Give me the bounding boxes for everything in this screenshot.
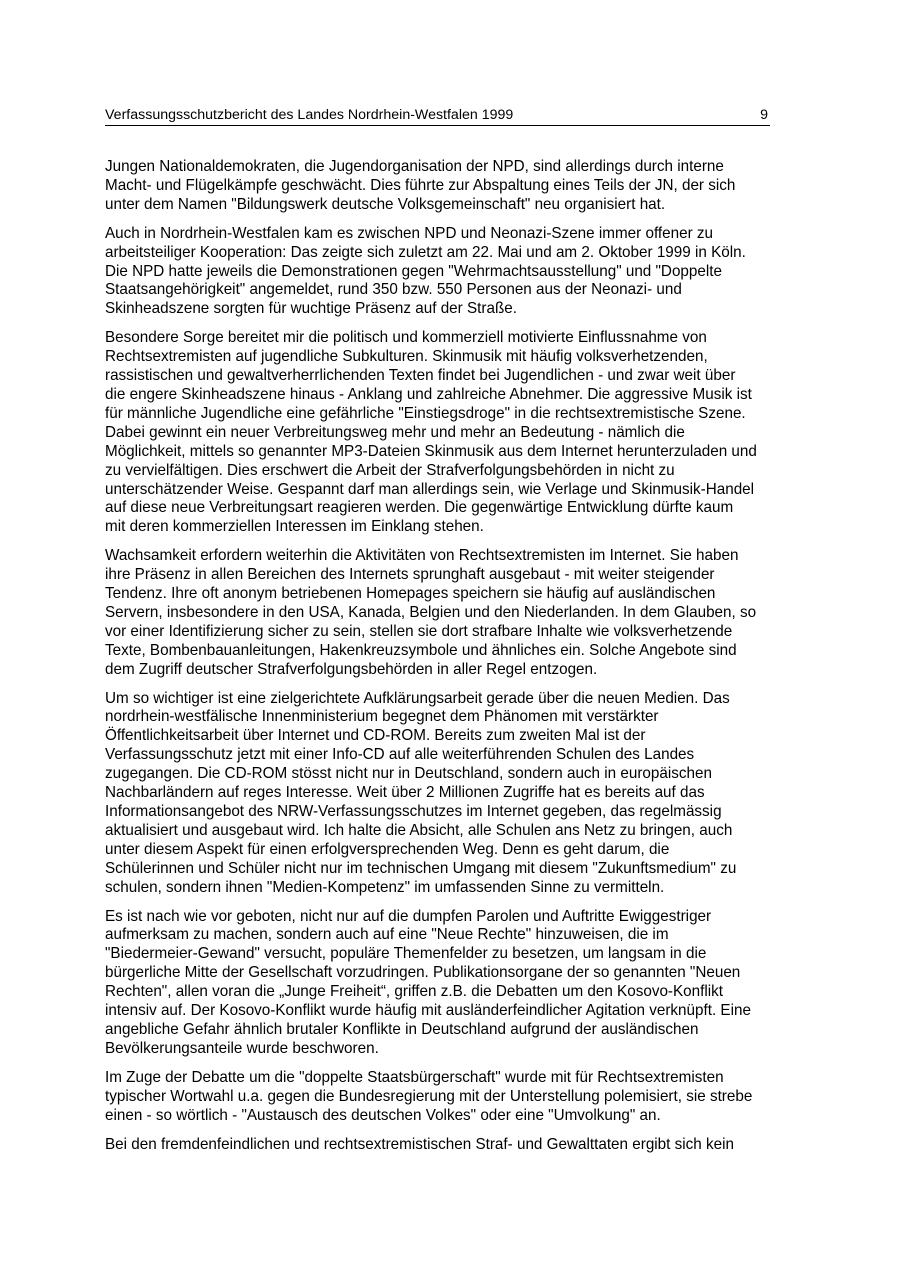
text-line: typischer Wortwahl u.a. gegen die Bundesregierung mit der Unterstellung polemisiert, sie strebe xyxy=(105,1087,753,1105)
text-line: nordrhein-westfälische Innenministerium begegnet dem Phänomen mit verstärkter xyxy=(105,708,659,726)
document-body xyxy=(105,158,805,1164)
text-line: die engere Skinheadszene hinaus - Anklang und zahlreiche Abnehmer. Die aggressive Musik ist xyxy=(105,385,752,403)
text-line: Jungen Nationaldemokraten, die Jugendorganisation der NPD, sind allerdings durch interne xyxy=(105,158,724,175)
text-line: Bei den fremdenfeindlichen und rechtsextremistischen Straf- und Gewalttaten ergibt sich kein xyxy=(105,1135,734,1153)
text-line: Texte, Bombenbauanleitungen, Hakenkreuzsymbole und ähnliches ein. Solche Angebote sind xyxy=(105,641,737,659)
paragraph xyxy=(105,1136,805,1155)
text-line: Dabei gewinnt ein neuer Verbreitungsweg mehr und mehr an Bedeutung - nämlich die xyxy=(105,423,685,441)
text-line: Servern, insbesondere in den USA, Kanada, Belgien und den Niederlanden. In dem Glauben, so xyxy=(105,603,757,621)
text-line: schulen, sondern ihnen "Medien-Kompetenz" im umfassenden Sinne zu vermitteln. xyxy=(105,878,665,896)
text-line: Im Zuge der Debatte um die "doppelte Staatsbürgerschaft" wurde mit für Rechtsextremisten xyxy=(105,1068,724,1086)
text-line: Bevölkerungsanteile wurde beschworen. xyxy=(105,1039,379,1057)
text-line: Schülerinnen und Schüler nicht nur im technischen Umgang mit diesem "Zukunftsmedium" zu xyxy=(105,859,737,877)
text-line: Es ist nach wie vor geboten, nicht nur auf die dumpfen Parolen und Auftritte Ewiggestriger xyxy=(105,907,712,925)
text-line: Um so wichtiger ist eine zielgerichtete Aufklärungsarbeit gerade über die neuen Medien. Das xyxy=(105,689,730,707)
text-line: zu vervielfältigen. Dies erschwert die Arbeit der Strafverfolgungsbehörden in nicht zu xyxy=(105,461,675,479)
text-line: aktualisiert und ausgebaut wird. Ich halte die Absicht, alle Schulen ans Netz zu bringen, auch xyxy=(105,821,733,839)
text-line: Verfassungsschutz jetzt mit einer Info-CD auf alle weiterführenden Schulen des Landes xyxy=(105,746,695,764)
paragraph xyxy=(105,329,805,537)
text-line: Informationsangebot des NRW-Verfassungsschutzes im Internet gegeben, das regelmässig xyxy=(105,803,722,820)
text-line: mit deren kommerziellen Interessen im Einklang stehen. xyxy=(105,518,484,536)
page-number: 9 xyxy=(760,107,768,123)
text-line: vor einer Identifizierung sicher zu sein, stellen sie dort strafbare Inhalte wie volksverhetzende xyxy=(105,622,733,640)
text-line: intensiv auf. Der Kosovo-Konflikt wurde häufig mit ausländerfeindlicher Agitation verknüpft. Eine xyxy=(105,1002,751,1020)
paragraph xyxy=(105,225,805,320)
paragraph xyxy=(105,158,805,215)
text-line: Öffentlichkeitsarbeit über Internet und CD-ROM. Bereits zum zweiten Mal ist der xyxy=(105,727,646,745)
text-line: einen - so wörtlich - "Austausch des deutschen Volkes" oder eine "Umvolkung" an. xyxy=(105,1106,661,1124)
text-line: Die NPD hatte jeweils die Demonstrationen gegen "Wehrmachtsausstellung" und "Doppelte xyxy=(105,262,722,280)
text-line: für männliche Jugendliche eine gefährliche "Einstiegsdroge" in die rechtsextremistische Szene. xyxy=(105,404,746,422)
paragraph xyxy=(105,690,805,898)
text-line: zugegangen. Die CD-ROM stösst nicht nur in Deutschland, sondern auch in europäischen xyxy=(105,765,712,783)
text-line: Rechten", allen voran die „Junge Freiheit“, griffen z.B. die Debatten um den Kosovo-Konflikt xyxy=(105,983,724,1001)
text-line: Macht- und Flügelkämpfe geschwächt. Dies führte zur Abspaltung eines Teils der JN, der sich xyxy=(105,176,736,194)
text-line: auf diese neue Verbreitungsart reagieren werden. Die gegenwärtige Entwicklung dürfte kaum xyxy=(105,499,734,517)
paragraph xyxy=(105,1069,805,1126)
text-line: Nachbarländern auf reges Interesse. Weit über 2 Millionen Zugriffe hat es bereits auf das xyxy=(105,784,705,802)
header-title: Verfassungsschutzbericht des Landes Nordrhein-Westfalen 1999 xyxy=(105,107,514,123)
running-header xyxy=(105,106,770,126)
text-line: Skinheadszene sorgten für wuchtige Präsenz auf der Straße. xyxy=(105,300,517,318)
text-line: rassistischen und gewaltverherrlichenden Texten findet bei Jugendlichen - und zwar weit über xyxy=(105,367,736,385)
text-line: bürgerliche Mitte der Gesellschaft vorzudringen. Publikationsorgane der so genannten "Neuen xyxy=(105,964,741,982)
text-line: Rechtsextremisten auf jugendliche Subkulturen. Skinmusik mit häufig volksverhetzenden, xyxy=(105,348,708,366)
text-line: ihre Präsenz in allen Bereichen des Internets sprunghaft ausgebaut - mit weiter steigender xyxy=(105,566,715,584)
text-line: Staatsangehörigkeit" angemeldet, rund 350 bzw. 550 Personen aus der Neonazi- und xyxy=(105,281,682,299)
text-line: Wachsamkeit erfordern weiterhin die Aktivitäten von Rechtsextremisten im Internet. Sie haben xyxy=(105,547,739,565)
text-line: Möglichkeit, mittels so genannter MP3-Dateien Skinmusik aus dem Internet herunterzuladen und xyxy=(105,442,757,460)
text-line: unter diesem Aspekt für einen erfolgversprechenden Weg. Denn es geht darum, die xyxy=(105,840,670,858)
text-line: Besondere Sorge bereitet mir die politisch und kommerziell motivierte Einflussnahme von xyxy=(105,329,707,347)
text-line: Auch in Nordrhein-Westfalen kam es zwischen NPD und Neonazi-Szene immer offener zu xyxy=(105,224,714,242)
text-line: aufmerksam zu machen, sondern auch auf eine "Neue Rechte" hinzuweisen, die im xyxy=(105,926,669,944)
paragraph xyxy=(105,908,805,1059)
text-line: unter dem Namen "Bildungswerk deutsche Volksgemeinschaft" neu organisiert hat. xyxy=(105,195,666,213)
text-line: Tendenz. Ihre oft anonym betriebenen Homepages speichern sie häufig auf ausländischen xyxy=(105,585,716,603)
text-line: unterschätzender Weise. Gespannt darf man allerdings sein, wie Verlage und Skinmusik-Handel xyxy=(105,480,755,498)
paragraph xyxy=(105,547,805,679)
text-line: "Biedermeier-Gewand" versucht, populäre Themenfelder zu besetzen, um langsam in die xyxy=(105,945,707,963)
text-line: angebliche Gefahr ähnlich brutaler Konflikte in Deutschland aufgrund der ausländischen xyxy=(105,1020,699,1038)
text-line: dem Zugriff deutscher Strafverfolgungsbehörden in aller Regel entzogen. xyxy=(105,660,598,678)
text-line: arbeitsteiliger Kooperation: Das zeigte sich zuletzt am 22. Mai und am 2. Oktober 1999 in Köln. xyxy=(105,243,746,261)
